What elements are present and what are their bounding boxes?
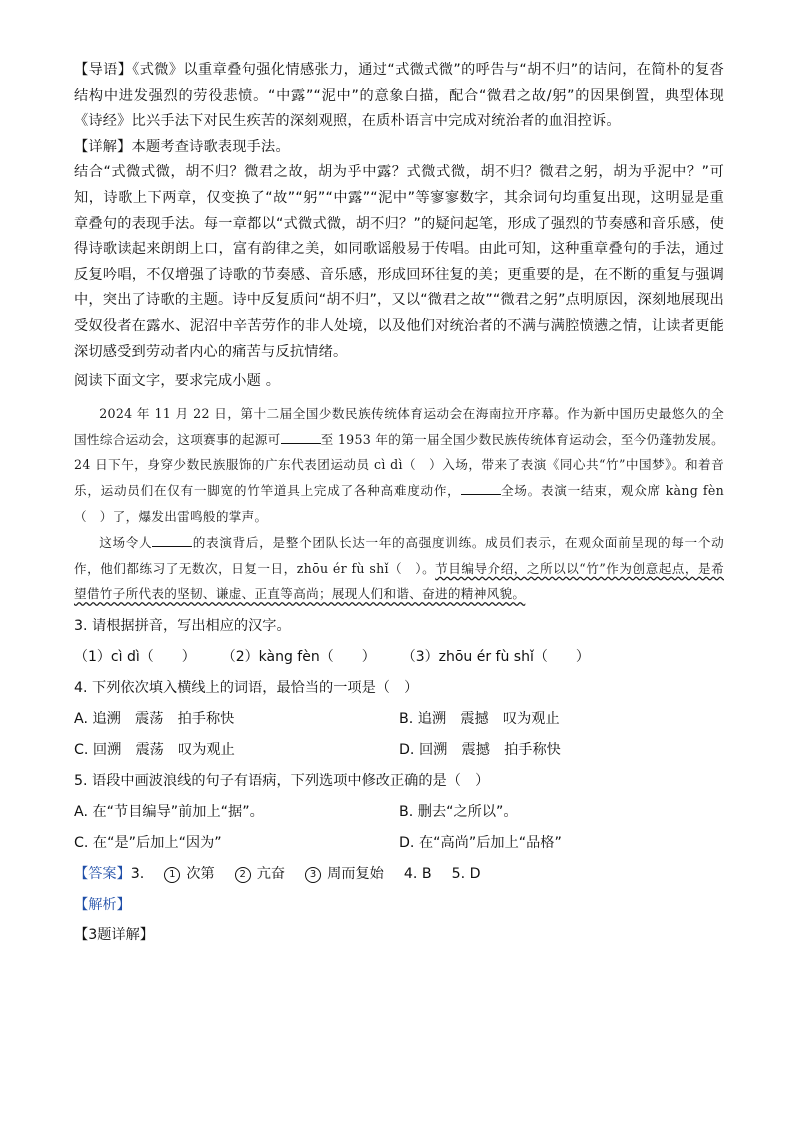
reading-passage (74, 401, 724, 607)
passage-paragraph-1 (74, 401, 724, 530)
circled-number: 1 (164, 867, 180, 883)
pinyin-item: （1）cì dì（ ） (74, 649, 196, 666)
answer-text: 亢奋 (256, 866, 286, 883)
passage-text: 的表演背后，是整个团队长达一年的高强度训练。成员们表示，在观众面前呈现的每一个动作，他们都练习了无数次，日复一日，zhōu ér fù shǐ（ ）。 (74, 534, 725, 576)
option-c: C. 在“是”后加上“因为” (74, 835, 222, 852)
pinyin-item: （2）kàng fèn（ ） (221, 649, 376, 666)
reading-instruction: 阅读下面文字，要求完成小题 。 (74, 373, 281, 390)
detail-body: 结合“式微式微，胡不归？微君之故，胡为乎中露？式微式微，胡不归？微君之躬，胡为乎泥中？”可知，诗歌上下两章，仅变换了“故”“躬”“中露”“泥中”等寥寥数字，其余词句均重复出现，这明显是重章叠句的表现手法。每一章都以“式微式微，胡不归？”的疑问起笔，形成了强烈的节奏感和音乐感，使得诗歌读起来朗朗上口，富有韵律之美，如同歌谣般易于传唱。由此可知，这种重章叠句的手法，通过反复吟唱，不仅增强了诗歌的节奏感、音乐感，形成回环往复的美；更重要的是，在不断的重复与强调中，突出了诗歌的主题。诗中反复质问“胡不归”，又以“微君之故”“微君之躬”点明原因，深刻地展现出受奴役者在露水、泥沼中辛苦劳作的非人处境，以及他们对统治者的不满与满腔愤懑之情，让读者更能深切感受到劳动者内心的痛苦与反抗情绪。 (74, 164, 724, 360)
pinyin-item: （3）zhōu ér fù shǐ（ ） (401, 649, 590, 666)
option-c: C. 回溯 震荡 叹为观止 (74, 742, 235, 759)
q3-detail-heading: 【3题详解】 (74, 927, 154, 944)
circled-number: 2 (235, 867, 251, 883)
question-5-options-row-1 (74, 797, 724, 828)
fill-blank-1 (281, 431, 321, 444)
option-d: D. 回溯 震撼 拍手称快 (399, 742, 561, 759)
answer-text: 周而复始 (327, 866, 384, 883)
detail-heading (74, 135, 724, 161)
passage-text: 这场令人 (99, 534, 153, 550)
answer-item-2 (235, 859, 285, 890)
option-b: B. 删去“之所以”。 (399, 804, 518, 821)
passage-paragraph-2 (74, 530, 724, 607)
intro-text: 《式微》以重章叠句强化情感张力，通过“式微式微”的呼告与“胡不归”的诘问，在简朴的复沓结构中进发强烈的劳役悲愤。“中露”“泥中”的意象白描，配合“微君之故/躬”的因果倒置，典型体现《诗经》比兴手法下对民生疾苦的深刻观照，在质朴语言中完成对统治者的血泪控诉。 (74, 62, 724, 130)
detail-tag: 【详解】 (74, 138, 132, 155)
answer-item-3 (305, 859, 384, 890)
answer-q3-label: 3. (130, 866, 145, 883)
circled-number: 3 (305, 867, 321, 883)
intro-tag: 【导语】 (74, 62, 133, 78)
fill-blank-2 (461, 482, 501, 495)
answer-q5: 5. D (451, 866, 481, 883)
question-4-stem: 4. 下列依次填入横线上的词语，最恰当的一项是（ ） (74, 680, 419, 697)
wavy-underlined-sentence: 节目编导介绍，之所以以“竹”作为创意起点，是希望借竹子所代表的坚韧、谦虚、正直等高尚；展现人们和谐、奋进的精神风貌。 (74, 560, 724, 602)
answer-tag-group (74, 859, 144, 890)
passage-text: 全场。表演一结束，观众席 kàng fèn（ ）了，爆发出雷鸣般的掌声。 (74, 483, 724, 524)
detail-line1: 本题考查诗歌表现手法。 (131, 138, 290, 155)
intro-paragraph (74, 58, 724, 135)
answer-line (74, 859, 724, 890)
option-b: B. 追溯 震撼 叹为观止 (399, 711, 560, 728)
option-d: D. 在“高尚”后加上“品格” (399, 835, 562, 852)
question-5-stem: 5. 语段中画波浪线的句子有语病，下列选项中修改正确的是（ ） (74, 773, 490, 790)
answer-tag: 【答案】 (74, 866, 131, 883)
option-a: A. 追溯 震荡 拍手称快 (74, 711, 235, 728)
answer-text: 次第 (186, 866, 215, 883)
answer-item-1 (164, 859, 214, 890)
answer-q4: 4. B (403, 866, 432, 883)
document-page (74, 58, 724, 950)
passage-text: 至 1953 年的第一届全国少数民族传统体育运动会，至今仍蓬勃发展。24 日下午，身穿少数民族服饰的广东代表团运动员 cì dì（ ）入场，带来了表演《同心共“竹”中国梦》。和着音乐，运动员们在仅有一脚宽的竹竿道具上完成了各种高难度动作， (74, 431, 724, 499)
analysis-heading: 【解析】 (74, 897, 131, 914)
question-4-options-row-1 (74, 704, 724, 735)
question-5-options-row-2 (74, 828, 724, 859)
passage-text: 2024 年 11 月 22 日，第十二届全国少数民族传统体育运动会在海南拉开序幕。作为新中国历史最悠久的全国性综合运动会，这项赛事的起源可 (74, 405, 724, 447)
option-a: A. 在“节目编导”前加上“据”。 (74, 804, 264, 821)
question-4-options-row-2 (74, 735, 724, 766)
question-3-stem: 3. 请根据拼音，写出相应的汉字。 (74, 618, 291, 635)
question-3-items (74, 642, 724, 673)
fill-blank-3 (152, 534, 192, 547)
